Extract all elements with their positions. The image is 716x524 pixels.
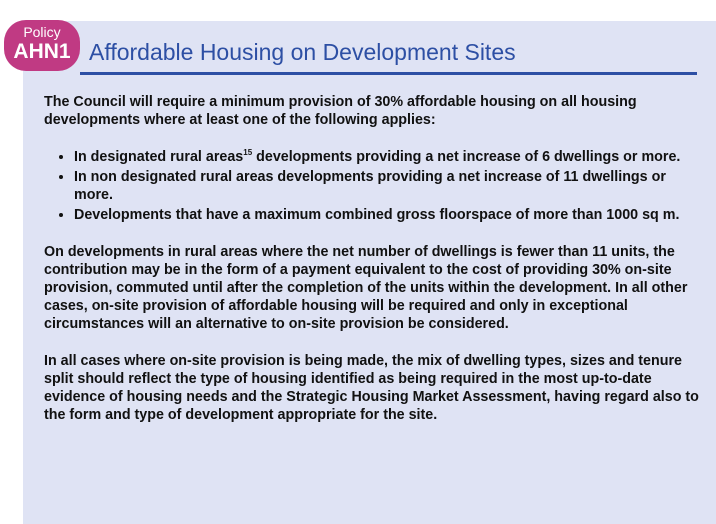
policy-title: Affordable Housing on Development Sites <box>89 39 516 65</box>
intro-paragraph: The Council will require a minimum provision of 30% affordable housing on all housing developments where at least one of the following applies: <box>44 94 637 128</box>
criteria-item: • Developments that have a maximum combined gross floorspace of more than 1000 sq m. <box>74 206 699 224</box>
title-underline <box>80 72 697 75</box>
policy-badge-code: AHN1 <box>13 40 71 63</box>
criteria-item: • In non designated rural areas developments providing a net increase of 11 dwellings or more. <box>74 168 699 204</box>
policy-body <box>44 93 699 443</box>
policy-badge-label: Policy <box>23 24 61 40</box>
criteria-text: In designated rural areas <box>74 149 244 165</box>
mix-paragraph: In all cases where on-site provision is being made, the mix of dwelling types, sizes and tenure split should reflect the type of housing identified as being required in the most up-to-date evidence of housing needs and the Strategic Housing Market Assessment, having regard also to the form and type of development appropriate for the site. <box>44 353 699 423</box>
footnote-ref[interactable]: 15 <box>243 148 253 158</box>
policy-badge <box>4 20 80 71</box>
criteria-text: developments providing a net increase of 6 dwellings or more. <box>252 149 681 165</box>
rural-paragraph: On developments in rural areas where the net number of dwellings is fewer than 11 units, the contribution may be in the form of a payment equivalent to the cost of providing 30% on-site provision, commuted until after the completion of the units within the development. In all other cases, on-site provision of affordable housing will be required and only in exceptional circumstances will an alternative to on-site provision be considered. <box>44 244 688 332</box>
criteria-item <box>74 148 699 166</box>
criteria-list <box>44 148 699 224</box>
